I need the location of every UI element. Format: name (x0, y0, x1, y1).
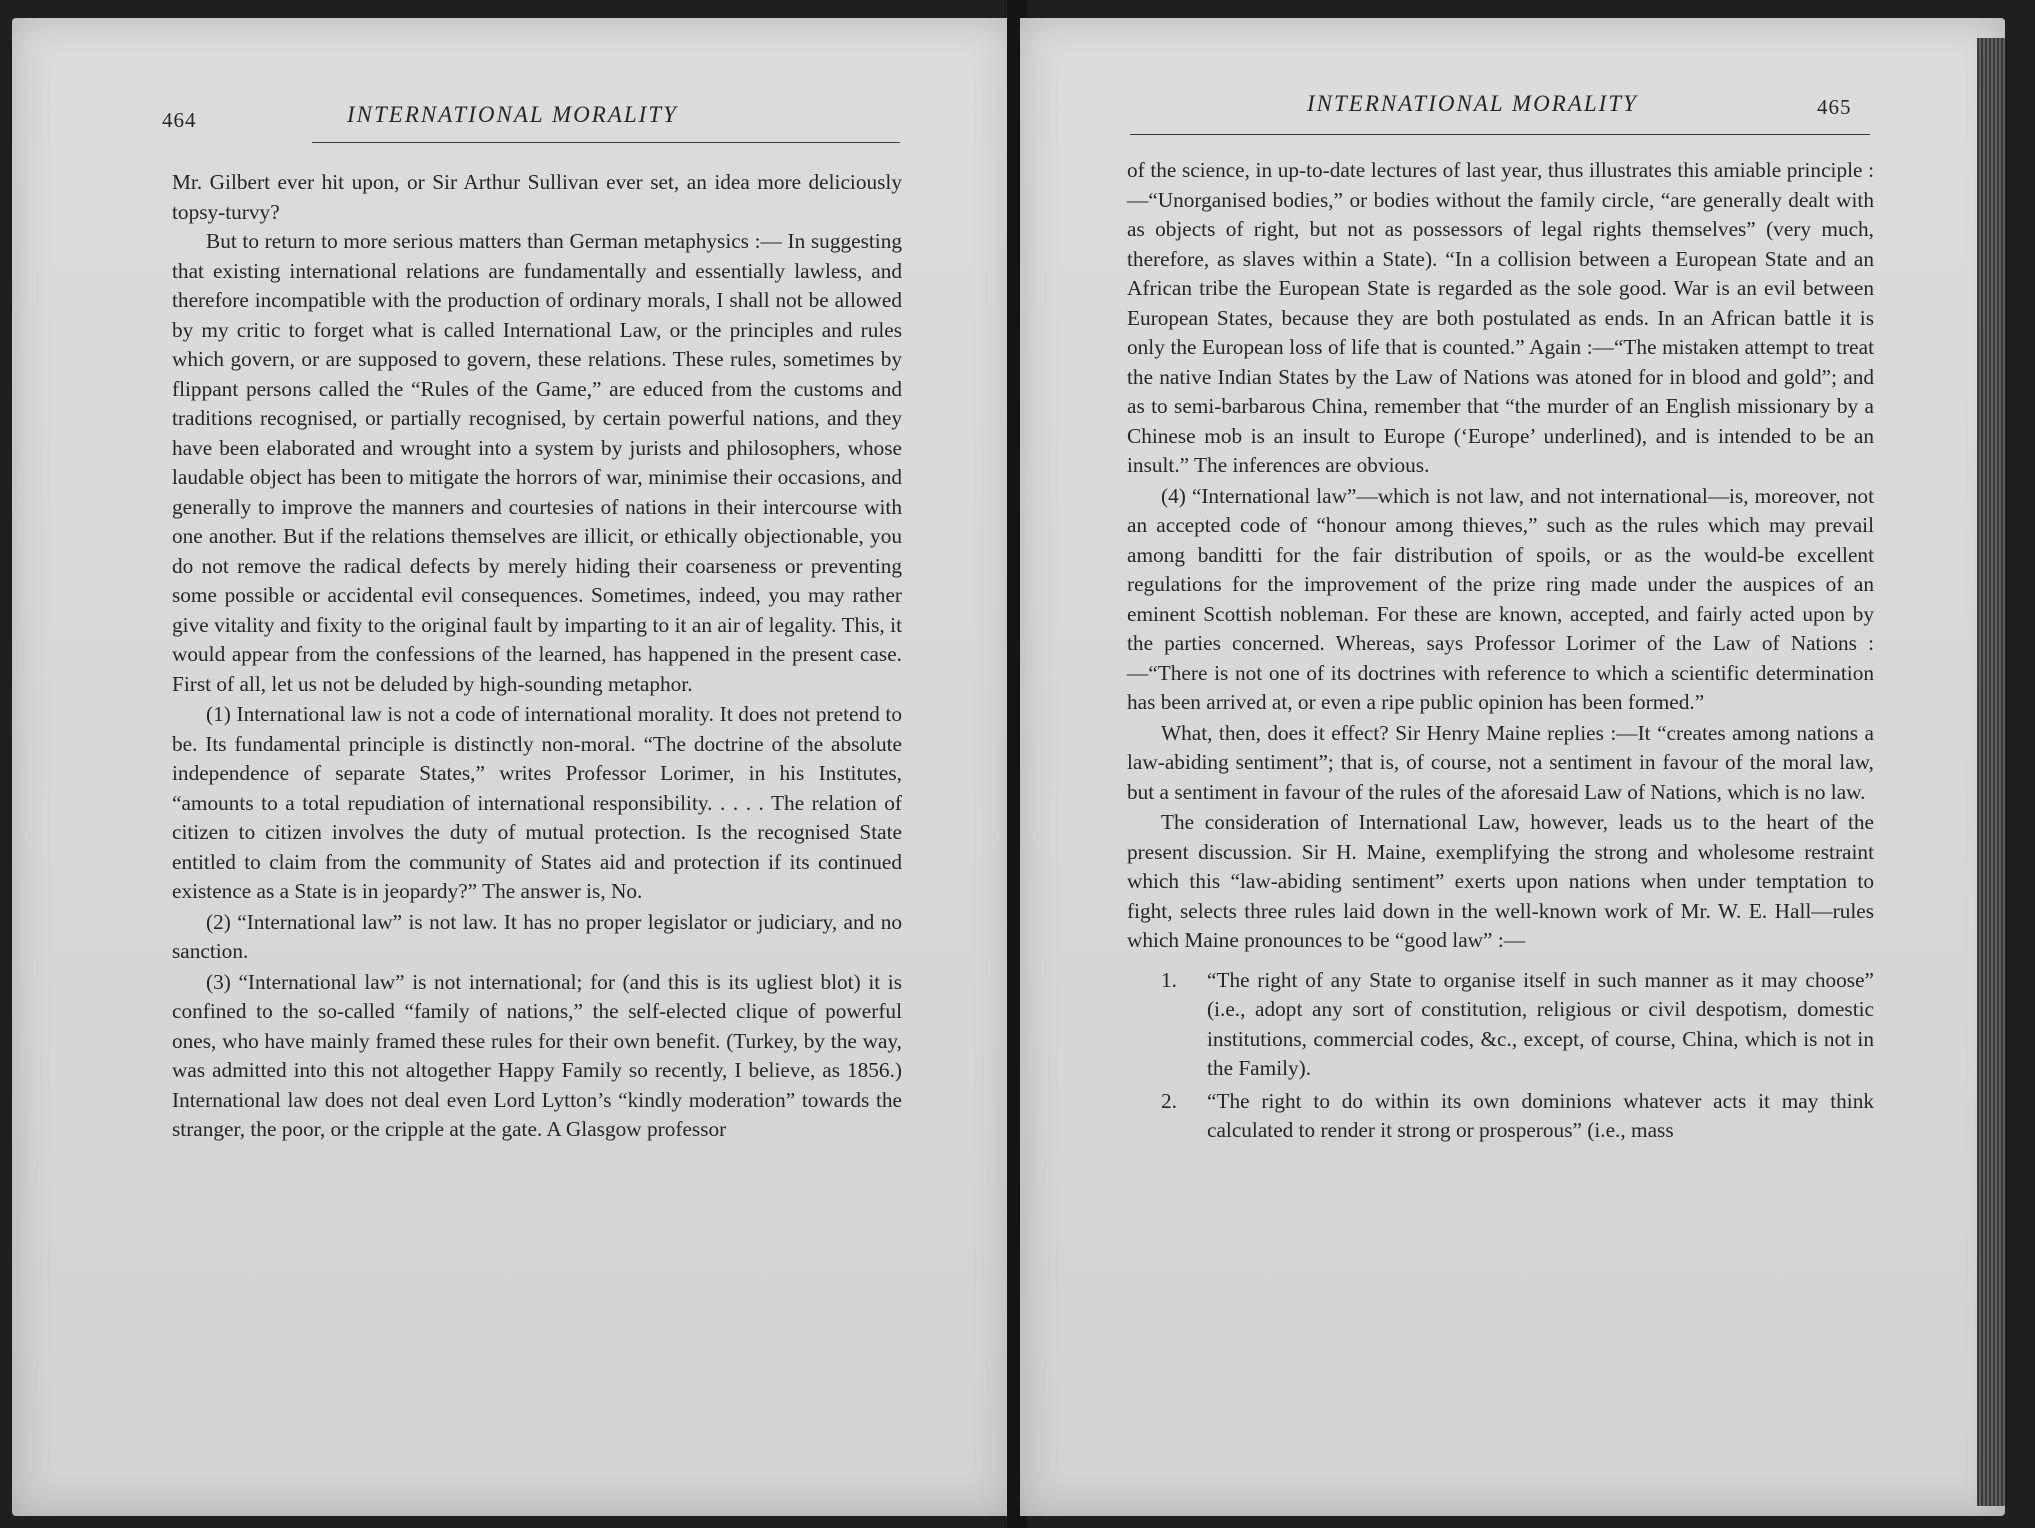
paragraph: The consideration of International Law, however, leads us to the heart of the present discussion. Sir H. Maine, exemplifying the strong and wholesome restraint which this “law-abiding sentiment” exerts upon nations when under temptation to fight, selects three rules laid down in the well-known work of Mr. W. E. Hall—rules which Maine pronounces to be “good law” :— (1127, 810, 1874, 952)
rules-list (1127, 966, 1874, 1146)
left-page (12, 18, 1012, 1516)
body-text (1127, 156, 1874, 1146)
paragraph: What, then, does it effect? Sir Henry Maine replies :—It “creates among nations a law-abiding sentiment”; that is, of course, not a sentiment in favour of the moral law, but a sentiment in favour of the rules of the aforesaid Law of Nations, which is no law. (1127, 720, 1874, 804)
page-number: 465 (1817, 95, 1852, 119)
paragraph: (4) “International law”—which is not law, and not international—is, moreover, not an accepted code of “honour among thieves,” such as the rules which may prevail among banditti for the fair distribution of spoils, or as the would-be excellent regulations for the improvement of the prize ring made under the auspices of an eminent Scottish nobleman. For these are known, accepted, and fairly acted upon by the parties concerned. Whereas, says Professor Lorimer of the Law of Nations :—“There is not one of its doctrines with reference to which a scientific determination has been arrived at, or even a ripe public opinion has been formed.” (1127, 483, 1874, 714)
list-item (1127, 1087, 1874, 1146)
header-rule (1130, 134, 1870, 135)
list-number: 1. (1161, 967, 1177, 992)
paragraph: (3) “International law” is not international; for (and this is its ugliest blot) it is confined to the so-called “family of nations,” the self-elected clique of powerful ones, who have mainly framed these rules for their own benefit. (Turkey, by the way, was admitted into this not altogether Happy Family so recently, I believe, as 1856.) International law does not deal even Lord Lytton’s “kindly moderation” towards the stranger, the poor, or the cripple at the gate. A Glasgow professor (172, 969, 902, 1141)
list-number: 2. (1161, 1088, 1177, 1113)
page-edges (1977, 38, 2005, 1506)
list-item-text: “The right of any State to organise itself in such manner as it may choose” (i.e., adopt any sort of constitution, religious or civil despotism, domestic institutions, commercial codes, &c., except, of course, China, which is not in the Family). (1207, 967, 1874, 1080)
paragraph: (1) International law is not a code of international morality. It does not pretend to be. Its fundamental principle is distinctly non-moral. “The doctrine of the absolute independence of separate States,” writes Professor Lorimer, in his Institutes, “amounts to a total repudiation of international responsibility. . . . . The relation of citizen to citizen involves the duty of mutual protection. Is the recognised State entitled to claim from the community of States aid and protection if its continued existence as a State is in jeopardy?” The answer is, No. (172, 702, 902, 903)
paragraph: But to return to more serious matters than German metaphysics :— In suggesting that existing international relations are fundamentally and essentially lawless, and therefore incompatible with the production of ordinary morals, I shall not be allowed by my critic to forget what is called International Law, or the principles and rules which govern, or are supposed to govern, these relations. These rules, sometimes by flippant persons called the “Rules of the Game,” are educed from the customs and traditions recognised, or partially recognised, by certain powerful nations, and they have been elaborated and wrought into a system by jurists and philosophers, whose laudable object has been to mitigate the horrors of war, minimise their occasions, and generally to improve the manners and courtesies of nations in their intercourse with one another. But if the relations themselves are illicit, or ethically objectionable, you do not remove the radical defects by merely hiding their coarseness or preventing some possible or accidental evil consequences. Sometimes, indeed, you may rather give vitality and fixity to the original fault by imparting to it an air of legality. This, it would appear from the confessions of the learned, has happened in the present case. First of all, let us not be deluded by high-sounding metaphor. (172, 229, 902, 696)
paragraph: of the science, in up-to-date lectures of last year, thus illustrates this amiable principle :—“Unorganised bodies,” or bodies without the family circle, “are generally dealt with as objects of right, but not as possessors of legal rights themselves” (very much, therefore, as slaves within a State). “In a collision between a European State and an African tribe the European State is regarded as the sole good. War is an evil between European States, because they are both postulated as ends. In an African battle it is only the European loss of life that is counted.” Again :—“The mistaken attempt to treat the native Indian States by the Law of Nations was atoned for in blood and gold”; and as to semi-barbarous China, remember that “the murder of an English missionary by a Chinese mob is an insult to Europe (‘Europe’ underlined), and is intended to be an insult.” The inferences are obvious. (1127, 158, 1874, 477)
list-item (1127, 966, 1874, 1084)
paragraph: Mr. Gilbert ever hit upon, or Sir Arthur Sullivan ever set, an idea more deliciously topsy-turvy? (172, 170, 902, 224)
page-number: 464 (162, 108, 197, 132)
right-page (1020, 18, 2005, 1516)
list-item-text: “The right to do within its own dominions whatever acts it may think calculated to render it strong or prosperous” (i.e., mass (1207, 1088, 1874, 1142)
body-text (172, 168, 902, 1145)
running-head: INTERNATIONAL MORALITY (347, 102, 678, 127)
header-rule (312, 142, 900, 143)
paragraph: (2) “International law” is not law. It has no proper legislator or judiciary, and no sanction. (172, 909, 902, 963)
running-head: INTERNATIONAL MORALITY (1307, 91, 1638, 116)
